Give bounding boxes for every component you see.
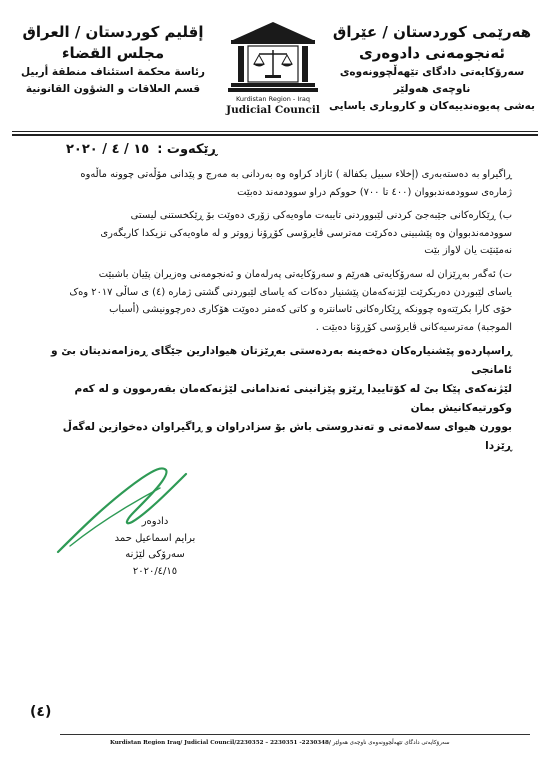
closing-paragraph (38, 342, 512, 456)
header-divider-thick (12, 134, 538, 136)
header-kurdish-region: هەرێمی کوردستان / عێراق (332, 23, 532, 41)
header-kurdish-council: ئەنجومەنی دادوەری (358, 44, 506, 62)
body-line: الموجبة) مەترسیەکانی ڤایرۆسی کۆڕۆنا دەبێت . (315, 321, 512, 333)
header-kurdish-court: سەرۆکایەتی دادگای تێهەڵچوونەوەی ناوچەی هەولێر (339, 66, 525, 95)
paragraph-b (38, 207, 512, 260)
body-line: ژمارەی سوودمەندبووان (٤٠٠ تا ٧٠٠) حووکم دراو سوودمەند دەبێت (237, 186, 512, 198)
body-line: سوودمەندبووان وە پێشبینی دەکرێت مەترسی ڤایرۆسی کۆڕۆنا زووتر و لە ماوەیەکی نزیکدا کاریگەری (100, 227, 512, 239)
header-kurdish (328, 22, 536, 115)
page-number: (٤) (30, 704, 52, 720)
header-kurdish-department: بەشی پەیوەندییەکان و کاروباری یاسایی (329, 100, 535, 112)
body-line: ت) ئەگەر بەڕێزان لە سەرۆکایەتی هەرێم و سەرۆکایەتی پەرلەمان و ئەنجومەنی وەزیران پێیان باشبێت (98, 268, 512, 280)
footer (110, 740, 530, 746)
document-date (66, 142, 217, 157)
signature-name: برايم اسماعيل حمد (114, 532, 196, 544)
date-label: ڕێکەوت : (157, 142, 218, 157)
footer-kurdish: سەرۆکایەتی دادگای تێهەڵچوونەوەی ناوچەی هەولێر (332, 740, 450, 746)
signature-block (70, 514, 240, 580)
closing-line: لێژنەکەی پێکا بێ لە کۆتاییدا ڕێزو پێزانینی ئەندامانی لێژنەکەمان بفەرموون و لە کەم وکورتیەکانیش بمان (74, 383, 512, 415)
letter-body (38, 166, 512, 456)
header-arabic-council: مجلس القضاء (61, 44, 165, 62)
signature-date: ٢٠٢٠/٤/١٥ (132, 565, 178, 577)
closing-line: ڕاسپاردەو پێشنیارەکان دەخەینە بەردەستی بەڕێزتان هیوادارین جێگای ڕەزامەندیتان بێ و ئامانجی (51, 345, 512, 377)
body-line: یاسای لێبوردن دەربکرێت لێژنەکەمان پێشنیار دەکات کە یاسای لێبوردنی گشتی ژمارە (٤) ی ساڵی ٢٠١٧ وەک (69, 286, 512, 298)
date-value: ١٥ / ٤ / ٢٠٢٠ (66, 142, 150, 157)
paragraph-t (38, 266, 512, 336)
courthouse-scales-icon (227, 18, 319, 94)
header-arabic-department: قسم العلاقات و الشؤون القانونية (25, 83, 201, 95)
judicial-council-emblem (218, 18, 328, 122)
header-arabic (18, 22, 208, 98)
body-line: نەمێنێت یان لاواز بێت (424, 245, 512, 257)
closing-line: بوورن هیوای سەلامەتی و تەندروستی باش بۆ سزادراوان و ڕاگیراوان دەخوازین لەگەڵ ڕێزدا (62, 421, 512, 453)
signature-role: سەرۆکی لێژنە (125, 549, 185, 560)
footer-divider (60, 734, 530, 735)
header-arabic-region: إقليم كوردستان / العراق (22, 23, 204, 41)
signature-title: دادوەر (141, 516, 169, 527)
emblem-region-text: Kurdistan Region - Iraq (235, 95, 311, 103)
body-line: خۆی کارا بکرێتەوە چوونکە ڕێکارەکانی ئاسانترە و کاتی کەمتر دەوێت هۆکاری دەرچوونیشی (أسباب (109, 304, 512, 316)
body-line: ب) ڕێکارەکانی جێبەجێ کردنی لێبووردنی تایبەت ماوەیەکی زۆری دەوێت بۆ ڕێکخستنی لیستی (130, 210, 512, 222)
body-line: ڕاگیراو بە دەستەبەری (إخلاء سبیل بکفالة ) ئازاد کراوە وە بەردانی بە مەرج و پێدانی مۆڵەتی چوونە ماڵەوە (80, 169, 512, 180)
emblem-council-text: Judicial Council (226, 104, 320, 116)
footer-english: Kurdistan Region Iraq/ Judicial Council/2230352 – 2230351 -2230348/ (110, 740, 331, 746)
header-divider-thin (12, 131, 538, 132)
paragraph-release (38, 166, 512, 201)
header-arabic-court: رئاسة محكمة استئناف منطقة أربيل (21, 66, 205, 78)
